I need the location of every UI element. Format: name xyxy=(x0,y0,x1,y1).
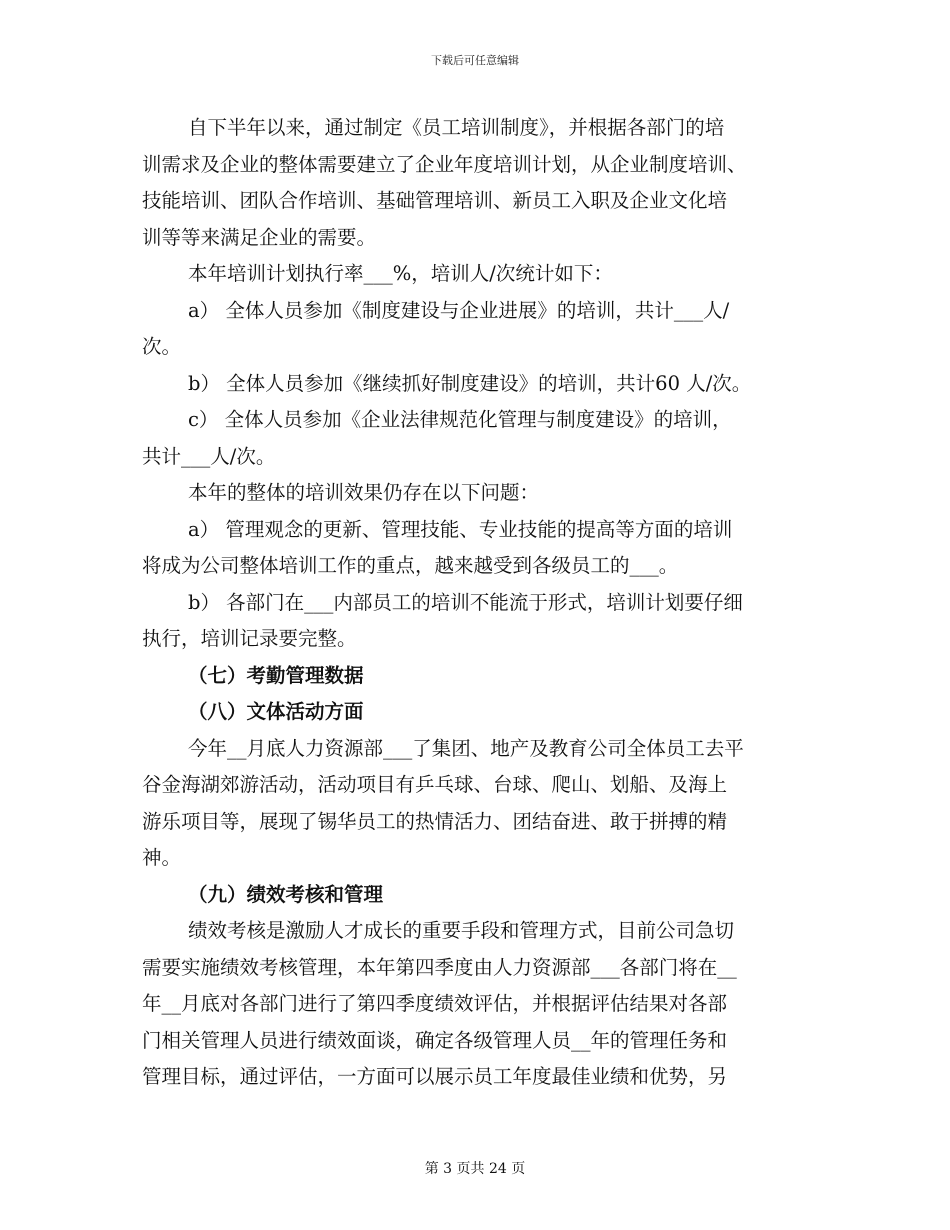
section-heading: （八）文体活动方面 xyxy=(188,700,364,723)
text-line: b） 各部门在___内部员工的培训不能流于形式，培训计划要仔细 xyxy=(188,590,743,614)
text-line: 本年培训计划执行率___%，培训人/次统计如下： xyxy=(188,262,613,285)
text-line: 年__月底对各部门进行了第四季度绩效评估，并根据评估结果对各部 xyxy=(142,992,728,1015)
text-line: 绩效考核是激励人才成长的重要手段和管理方式，目前公司急切 xyxy=(188,919,735,942)
text-line: 次。 xyxy=(142,335,182,358)
text-line: 本年的整体的培训效果仍存在以下问题： xyxy=(188,481,540,504)
page-footer: 第 3 页共 24 页 xyxy=(424,1161,526,1177)
text-line: 自下半年以来，通过制定《员工培训制度》，并根据各部门的培 xyxy=(188,116,725,139)
text-line: 需要实施绩效考核管理，本年第四季度由人力资源部___各部门将在__ xyxy=(142,955,737,979)
text-line: 管理目标，通过评估，一方面可以展示员工年度最佳业绩和优势，另 xyxy=(142,1065,728,1088)
text-line: 神。 xyxy=(142,846,182,869)
text-line: 门相关管理人员进行绩效面谈，确定各级管理人员__年的管理任务和 xyxy=(142,1028,728,1052)
body-text xyxy=(142,110,812,1096)
section-heading: （七）考勤管理数据 xyxy=(188,663,364,687)
section-heading: （九）绩效考核和管理 xyxy=(188,882,384,906)
text-line: 共计___人/次。 xyxy=(142,444,276,468)
text-line: 游乐项目等，展现了锡华员工的热情活力、团结奋进、敢于拼搏的精 xyxy=(142,809,728,833)
page-header: 下载后可任意编辑 xyxy=(431,54,519,67)
text-line: 技能培训、团队合作培训、基础管理培训、新员工入职及企业文化培 xyxy=(142,189,728,212)
text-line: 谷金海湖郊游活动，活动项目有乒乓球、台球、爬山、划船、及海上 xyxy=(142,773,728,796)
text-line: 今年__月底人力资源部___了集团、地产及教育公司全体员工去平 xyxy=(188,736,744,760)
text-line: 将成为公司整体培训工作的重点，越来越受到各级员工的___。 xyxy=(142,554,679,577)
text-line: 训等等来满足企业的需要。 xyxy=(142,225,377,249)
text-line: 执行，培训记录要完整。 xyxy=(142,627,357,650)
text-line: b） 全体人员参加《继续抓好制度建设》的培训，共计60 人/次。 xyxy=(188,371,752,395)
text-line: c） 全体人员参加《企业法律规范化管理与制度建设》的培训， xyxy=(188,408,732,431)
text-line: a） 全体人员参加《制度建设与企业进展》的培训，共计___人/ xyxy=(188,298,730,322)
text-line: a） 管理观念的更新、管理技能、专业技能的提高等方面的培训 xyxy=(188,517,733,541)
text-line: 训需求及企业的整体需要建立了企业年度培训计划，从企业制度培训、 xyxy=(142,152,747,176)
